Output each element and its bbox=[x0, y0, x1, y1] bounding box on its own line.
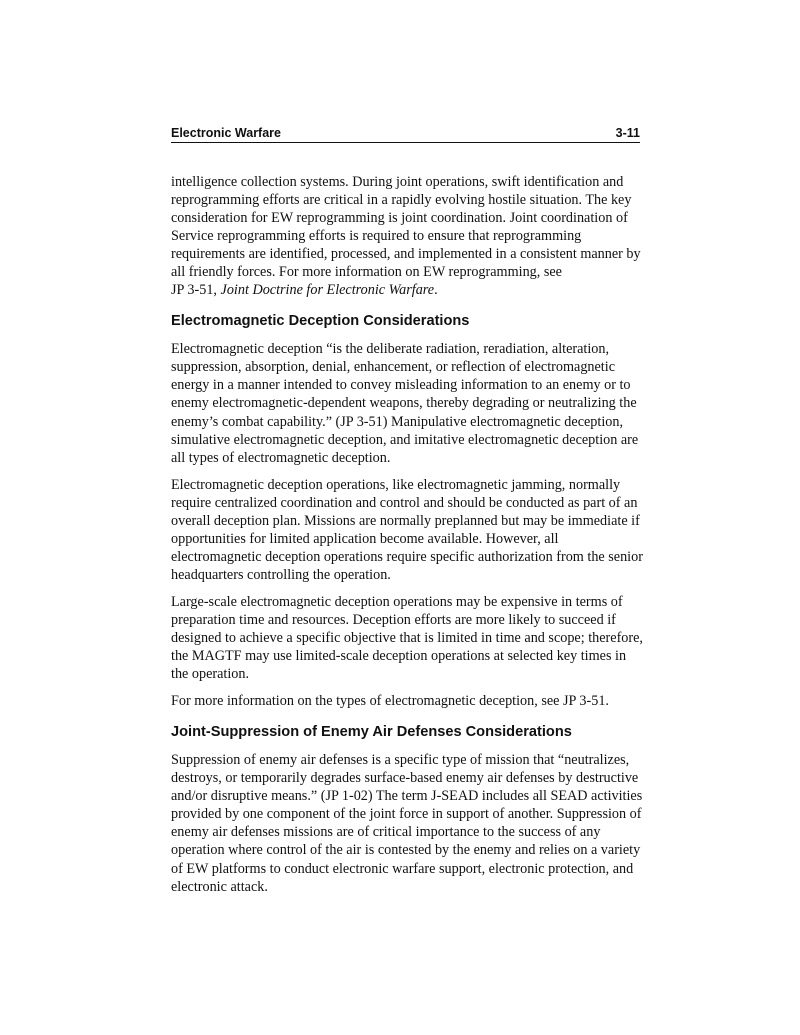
em-deception-paragraph-1: Electromagnetic deception “is the deliberate radiation, reradiation, alteration, suppression, absorption, denial, enhancement, or reflection of electromagnetic energy in a manner intended to convey misleading information to an enemy or to enemy electromagnetic-dependent weapons, thereby degrading or neutralizing the enemy’s combat capability.” (JP 3-51) Manipulative electromagnetic deception, simulative electromagnetic deception, and imitative electromagnetic deception are all types of electromagnetic deception. bbox=[171, 341, 639, 466]
intro-end-punct: . bbox=[434, 282, 438, 299]
jsead-paragraph-1: Suppression of enemy air defenses is a specific type of mission that “neutralizes, destroys, or temporarily degrades surface-based enemy air defenses by destructive and/or disruptive means.” (JP 1-02) The term J-SEAD includes all SEAD activities provided by one component of the joint force in support of another. Suppression of enemy air defenses missions are of critical importance to the success of any operation where control of the air is contested by the enemy and relies on a variety of EW platforms to conduct electronic warfare support, electronic protection, and electronic attack. bbox=[171, 752, 643, 895]
em-deception-paragraph-2: Electromagnetic deception operations, like electromagnetic jamming, normally require centralized coordination and control and should be conducted as part of an overall deception plan. Missions are normally preplanned but may be immediate if opportunities for limited application become available. However, all electromagnetic deception operations require specific authorization from the senior headquarters controlling the operation. bbox=[171, 476, 643, 583]
em-deception-paragraph-3: Large-scale electromagnetic deception operations may be expensive in terms of preparation time and resources. Deception efforts are more likely to succeed if designed to achieve a specific objective that is limited in time and scope; therefore, the MAGTF may use limited-scale deception operations at selected key times in the operation. bbox=[171, 593, 643, 683]
section-heading-em-deception: Electromagnetic Deception Considerations bbox=[171, 313, 470, 330]
chapter-title: Electronic Warfare bbox=[171, 126, 281, 140]
reference-title: Joint Doctrine for Electronic Warfare bbox=[220, 282, 435, 299]
running-header bbox=[171, 126, 640, 143]
page-number: 3-11 bbox=[615, 126, 640, 140]
page-body bbox=[171, 173, 646, 905]
intro-paragraph bbox=[171, 173, 646, 299]
intro-reference: JP 3-51, bbox=[171, 282, 217, 299]
section-heading-jsead: Joint-Suppression of Enemy Air Defenses Considerations bbox=[171, 724, 572, 741]
em-deception-paragraph-4: For more information on the types of electromagnetic deception, see JP 3-51. bbox=[171, 693, 609, 710]
intro-text: intelligence collection systems. During joint operations, swift identification and reprogramming efforts are critical in a rapidly evolving hostile situation. The key consideration for EW reprogramming is joint coordination. Joint coordination of Service reprogramming efforts is required to ensure that reprogramming requirements are identified, processed, and implemented in a consistent manner by all friendly forces. For more information on EW reprogramming, see bbox=[171, 174, 641, 281]
